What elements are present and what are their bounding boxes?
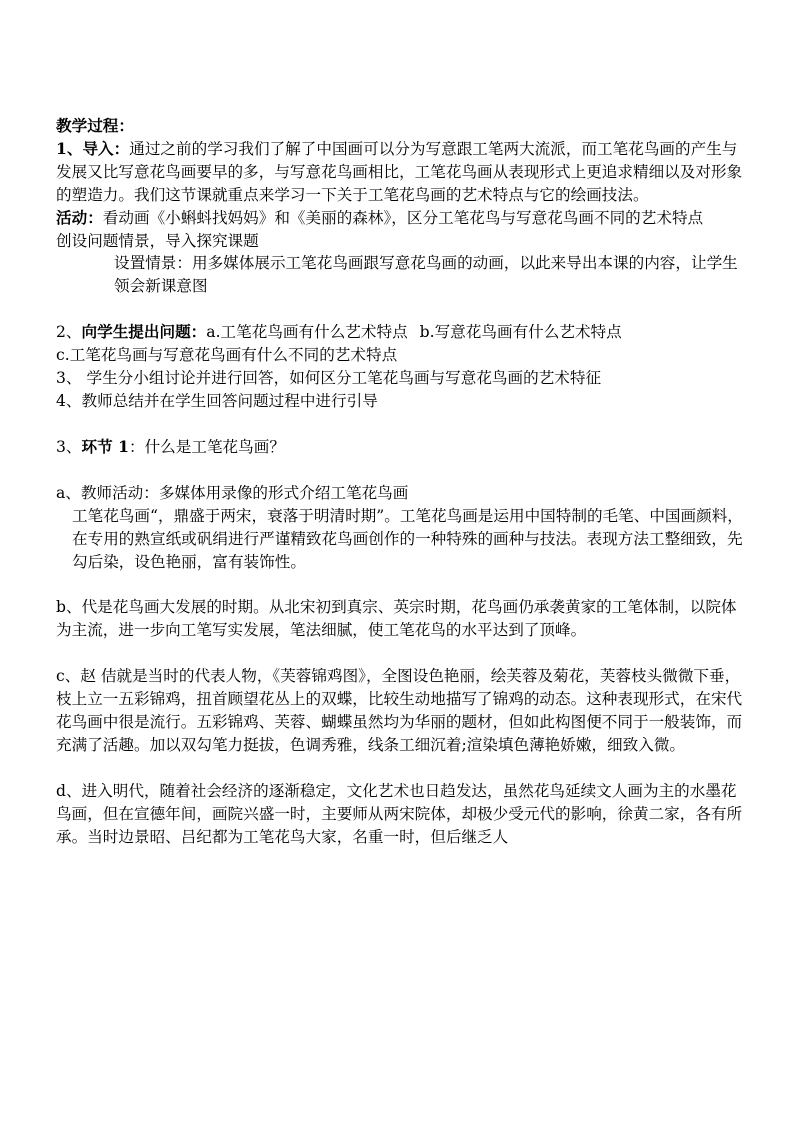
section-3-text: ：什么是工笔花鸟画？ — [128, 437, 285, 456]
section-heading: 教学过程： — [56, 116, 134, 135]
intro-label: 1、导入： — [56, 138, 130, 158]
paragraph-b: b、代是花鸟画大发展的时期。从北宋初到真宗、英宗时期，花鸟画仍承袭黄家的工笔体制，以院体为主流，进一步向工笔写实发展，笔法细腻，使工笔花鸟的水平达到了顶峰。 — [56, 598, 737, 640]
spacer — [56, 459, 744, 482]
scenario-detail: 设置情景：用多媒体展示工笔花鸟画跟写意花鸟画的动画，以此来导出本课的内容，让学生领会新课意图 — [114, 254, 738, 296]
question-c: c.工笔花鸟画与写意花鸟画有什么不同的艺术特点 — [56, 346, 398, 365]
paragraph-c: c、赵 佶就是当时的代表人物，《芙蓉锦鸡图》，全图设色艳丽，绘芙蓉及菊花，芙蓉枝头微微下垂，枝上立一五彩锦鸡，扭首顾望花丛上的双蝶，比较生动地描写了锦鸡的动态。这种表现形式，在宋代花鸟画中很是流行。五彩锦鸡、芙蓉、蝴蝶虽然均为华丽的题材，但如此构图便不同于一般装饰，而充满了活趣。加以双勾笔力挺拔，色调秀雅，线条工细沉着;渲染填色薄艳娇嫩，细致入微。 — [56, 667, 743, 754]
paragraph-a-title: a、教师活动：多媒体用录像的形式介绍工笔花鸟画 — [56, 483, 409, 502]
question-a: a.工笔花鸟画有什么艺术特点 — [206, 323, 408, 342]
activity-text: 看动画《小蝌蚪找妈妈》和《美丽的森林》，区分工笔花鸟与写意花鸟画不同的艺术特点 — [102, 208, 704, 227]
intro-paragraph — [56, 138, 744, 207]
section-3-prefix: 3、 — [56, 437, 82, 456]
spacer — [56, 757, 744, 780]
paragraph-d: d、进入明代，随着社会经济的逐渐稳定，文化艺术也日趋发达，虽然花鸟延续文人画为主的水墨花鸟画，但在宣德年间，画院兴盛一时，主要师从两宋院体，却极少受元代的影响，徐黄二家，各有所承。当时边景昭、吕纪都为工笔花鸟大家，名重一时，但后继乏人 — [56, 781, 743, 846]
activity-paragraph — [56, 207, 744, 230]
spacer — [56, 573, 744, 596]
question-b: b.写意花鸟画有什么艺术特点 — [419, 323, 622, 342]
step-4: 4、教师总结并在学生回答问题过程中进行引导 — [56, 391, 378, 410]
scenario-line: 创设问题情景，导入探究课题 — [56, 231, 259, 250]
document-page — [56, 115, 744, 849]
section-3-label: 环节 1 — [81, 436, 129, 456]
spacer — [56, 642, 744, 665]
step-3: 3、 学生分小组讨论并进行回答，如何区分工笔花鸟画与写意花鸟画的艺术特征 — [56, 369, 602, 388]
questions-label: 向学生提出问题： — [81, 322, 207, 342]
activity-label: 活动： — [56, 207, 103, 227]
questions-line — [56, 321, 744, 344]
intro-text: 通过之前的学习我们了解了中国画可以分为写意跟工笔两大流派，而工笔花鸟画的产生与发展又比写意花鸟画要早的多，与写意花鸟画相比，工笔花鸟画从表现形式上更追求精细以及对形象的塑造力。我们这节课就重点来学习一下关于工笔花鸟画的艺术特点与它的绘画技法。 — [56, 139, 743, 204]
spacer — [56, 413, 744, 436]
section-3-heading — [56, 436, 744, 459]
paragraph-a-body: 工笔花鸟画“，鼎盛于两宋，衰落于明清时期”。工笔花鸟画是运用中国特制的毛笔、中国画颜料，在专用的熟宣纸或矾绢进行严谨精致花鸟画创作的一种特殊的画种与技法。表现方法工整细致，先勾后染，设色艳丽，富有装饰性。 — [72, 506, 743, 571]
questions-prefix: 2、 — [56, 323, 82, 342]
spacer — [56, 298, 744, 321]
